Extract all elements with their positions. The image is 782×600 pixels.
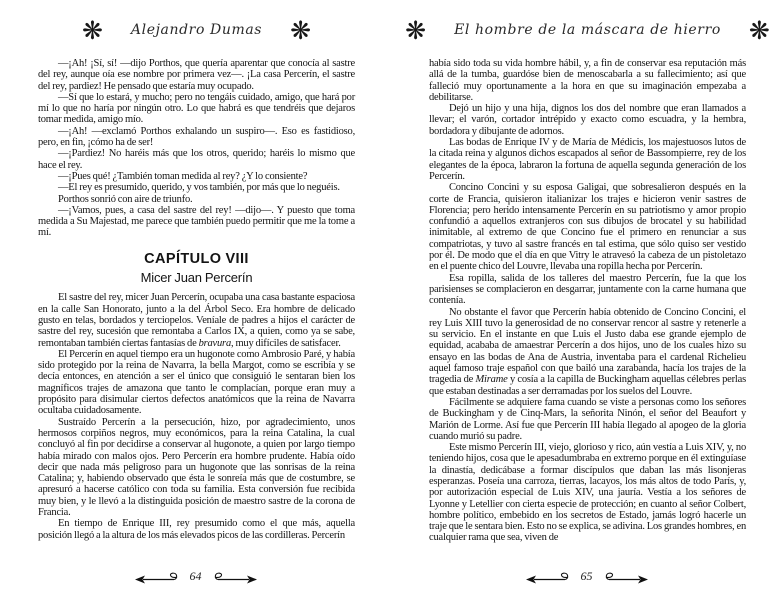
page-footer [0, 569, 391, 584]
paragraph: Las bodas de Enrique IV y de María de Médicis, los majestuosos lutos de la citada reina y algunos dichos escapados al señor de Bassompierre, rey de los elegantes de la época, labraron la fortuna de aquella segunda generación de los Percerín. [429, 137, 746, 182]
paragraph: Este mismo Percerín III, viejo, glorioso y rico, aún vestía a Luis XIV, y, no teniendo hijos, cosa que le apesadumbraba en extremo porque en él extinguíase la dinastía, dedicábase a formar discípulos que daban las más lisonjeras esperanzas. Poseía una carroza, tierras, lacayos, los más altos de todo París, y, por autorización especial de Luis XIV, una jauría. Vestía a los señores de Lyonne y Letellier con cierta especie de protección; en cuanto al señor Colbert, hombre político, embebido en los secretos de Estado, jamás logró hacerle un traje que le sentara bien. Esto no se explica, se adivina. Los grandes hombres, en cualquier rama que sea, viven de [429, 442, 746, 544]
footer-flourish-icon [134, 569, 178, 584]
paragraph: Dejó un hijo y una hija, dignos los dos del nombre que eran llamados a llevar; el varón, cortador intrépido y exacto como escuadra, y la hembra, bordadora y dibujante de adornos. [429, 103, 746, 137]
paragraph: No obstante el favor que Percerín había obtenido de Concino Concini, el rey Luis XIII tuvo la generosidad de no conservar rencor al sastre y retenerle a su servicio. En el instante en que Luis el Justo daba ese grande ejemplo de equidad, acababa de amaestrar Percerín a dos hijos, uno de los cuales hizo su ensayo en las bodas de Ana de Austria, inventaba para el cardenal Richelieu aquel famoso traje español con que bailó una zarabanda, hacía los trajes de la tragedia de Mirame y cosía a la capilla de Buckingham aquellas célebres perlas que estaban destinadas a ser derramadas por los suelos del Louvre. [429, 306, 746, 397]
fleuron-ornament-icon: ❋ [405, 15, 427, 45]
paragraph: Concino Concini y su esposa Galigai, que sobresalieron después en la corte de Francia, quisieron italianizar los trajes e hicieron venir sastres de Florencia; pero herido intensamente Percerín en su patriotismo y amor propio confundió a aquellos extranjeros con sus dibujos de brocatel y su habilidad inimitable, al extremo de que Concino fue el primero en renunciar a sus compatriotas, y tuvo al sastre francés en tal estima, que sólo quiso ser vestido por él. De modo que el día en que Vitry le atravesó la cabeza de un pistoletazo en el puente chico del Louvre, llevaba una ropilla hecha por Percerín. [429, 182, 746, 273]
paragraph: —¡Ah! —exclamó Porthos exhalando un suspiro—. Eso es fastidioso, pero, en fin, ¡cómo ha de ser! [38, 125, 355, 149]
page-right [391, 0, 782, 600]
footer-flourish-icon [214, 569, 258, 584]
page-header [405, 8, 770, 52]
page-body [429, 58, 746, 544]
paragraph: —¡Vamos, pues, a casa del sastre del rey! —dijo—. Y puesto que toma medida a Su Majestad, me parece que también puedo permitir que me la tome a mí. [38, 204, 355, 239]
page-number: 64 [189, 569, 202, 583]
paragraph: —¡Ah! ¡Sí, sí! —dijo Porthos, que quería aparentar que conocía al sastre del rey, aunque oía ese nombre por primera vez—. ¡La casa Percerín, el sastre del rey, pardiez! He pensado que estaría muy ocupado. [38, 58, 355, 92]
paragraph: había sido toda su vida hombre hábil, y, a fin de conservar esa reputación más allá de la tumba, guardóse bien de menoscabarla a su fallecimiento; así que falleció muy oportunamente a la hora en que su imaginación empezaba a debilitarse. [429, 58, 746, 103]
paragraph: El Percerín en aquel tiempo era un hugonote como Ambrosio Paré, y había sido protegido por la reina de Navarra, la bella Margot, como se escribía y se decía entonces, en atención a ser el único que consiguió le sentaran bien los magníficos trajes de amazona que tanto le complacían, porque eran muy a propósito para disimular ciertos defectos anatómicos que la reina de Navarra ocultaba cuidadosamente. [38, 348, 355, 417]
paragraph: —El rey es presumido, querido, y vos también, por más que lo neguéis. [58, 182, 340, 194]
paragraph: El sastre del rey, micer Juan Percerín, ocupaba una casa bastante espaciosa en la calle San Honorato, junto a la del Árbol Seco. Era hombre de delicado gusto en telas, bordados y terciopelos. Veníale de padres a hijos el carácter de sastre del rey, sucesión que remontaba a Carlos IX, a quien, como ya se sabe, remontaban también ciertas fantasías de bravura, muy difíciles de satisfacer. [38, 292, 355, 349]
paragraph: Esa ropilla, salida de los talleres del maestro Percerín, fue la que los parisienses se complacieron en desgarrar, juntamente con la carne humana que contenía. [429, 272, 746, 307]
paragraph: —Sí que lo estará, y mucho; pero no tengáis cuidado, amigo, que hará por mí lo que no haría por ningún otro. Lo que habrá es que tendréis que dejaros tomar medida, amigo mío. [38, 91, 355, 126]
paragraph: Sustraído Percerín a la persecución, hizo, por agradecimiento, unos hermosos corpiños negros, muy económicos, para la reina Catalina, la cual concluyó al fin por decidirse a conservar al hugonote, a quien por largo tiempo había mirado con malos ojos. Pero Percerín era hombre prudente. Había oído decir que nada más peligroso para un hugonote que las sonrisas de la reina Catalina; y, habiendo observado que ésta le sonreía más que de costumbre, se apresuró a hacerse católico con toda su familia. Esta conversión fue recibida muy bien, y le llevó a la distinguida posición de maestro sastre de la corona de Francia. [38, 416, 355, 518]
page-body [38, 58, 355, 541]
footer-flourish-icon [605, 569, 649, 584]
paragraph: —¡Pues qué! ¿También toman medida al rey? ¿Y lo consiente? [58, 170, 308, 182]
paragraph: En tiempo de Enrique III, rey presumido como el que más, aquella posición llegó a la altura de los más elevados picos de las cordilleras. Percerín [38, 518, 355, 541]
page-footer [391, 569, 782, 584]
fleuron-ornament-icon: ❋ [81, 15, 103, 45]
running-title-book: El hombre de la máscara de hierro [454, 22, 721, 38]
running-title-author: Alejandro Dumas [130, 22, 263, 38]
page-header [38, 8, 355, 52]
page-number: 65 [580, 569, 593, 583]
paragraph: —¡Pardiez! No haréis más que los otros, querido; haréis lo mismo que hace el rey. [38, 148, 355, 171]
chapter-subtitle: Micer Juan Percerín [140, 270, 253, 286]
footer-flourish-icon [525, 569, 569, 584]
paragraph: Fácilmente se adquiere fama cuando se viste a personas como los señores de Buckingham y de Cinq-Mars, la señorita Ninón, el señor del Beaufort y Marión de Lorme. Así fue que Percerín III había llegado al apogeo de la gloria cuando murió su padre. [429, 396, 746, 442]
fleuron-ornament-icon: ❋ [748, 15, 770, 45]
chapter-title: CAPÍTULO VIII [144, 250, 249, 267]
paragraph: Porthos sonrió con aire de triunfo. [58, 193, 193, 205]
fleuron-ornament-icon: ❋ [290, 15, 312, 45]
